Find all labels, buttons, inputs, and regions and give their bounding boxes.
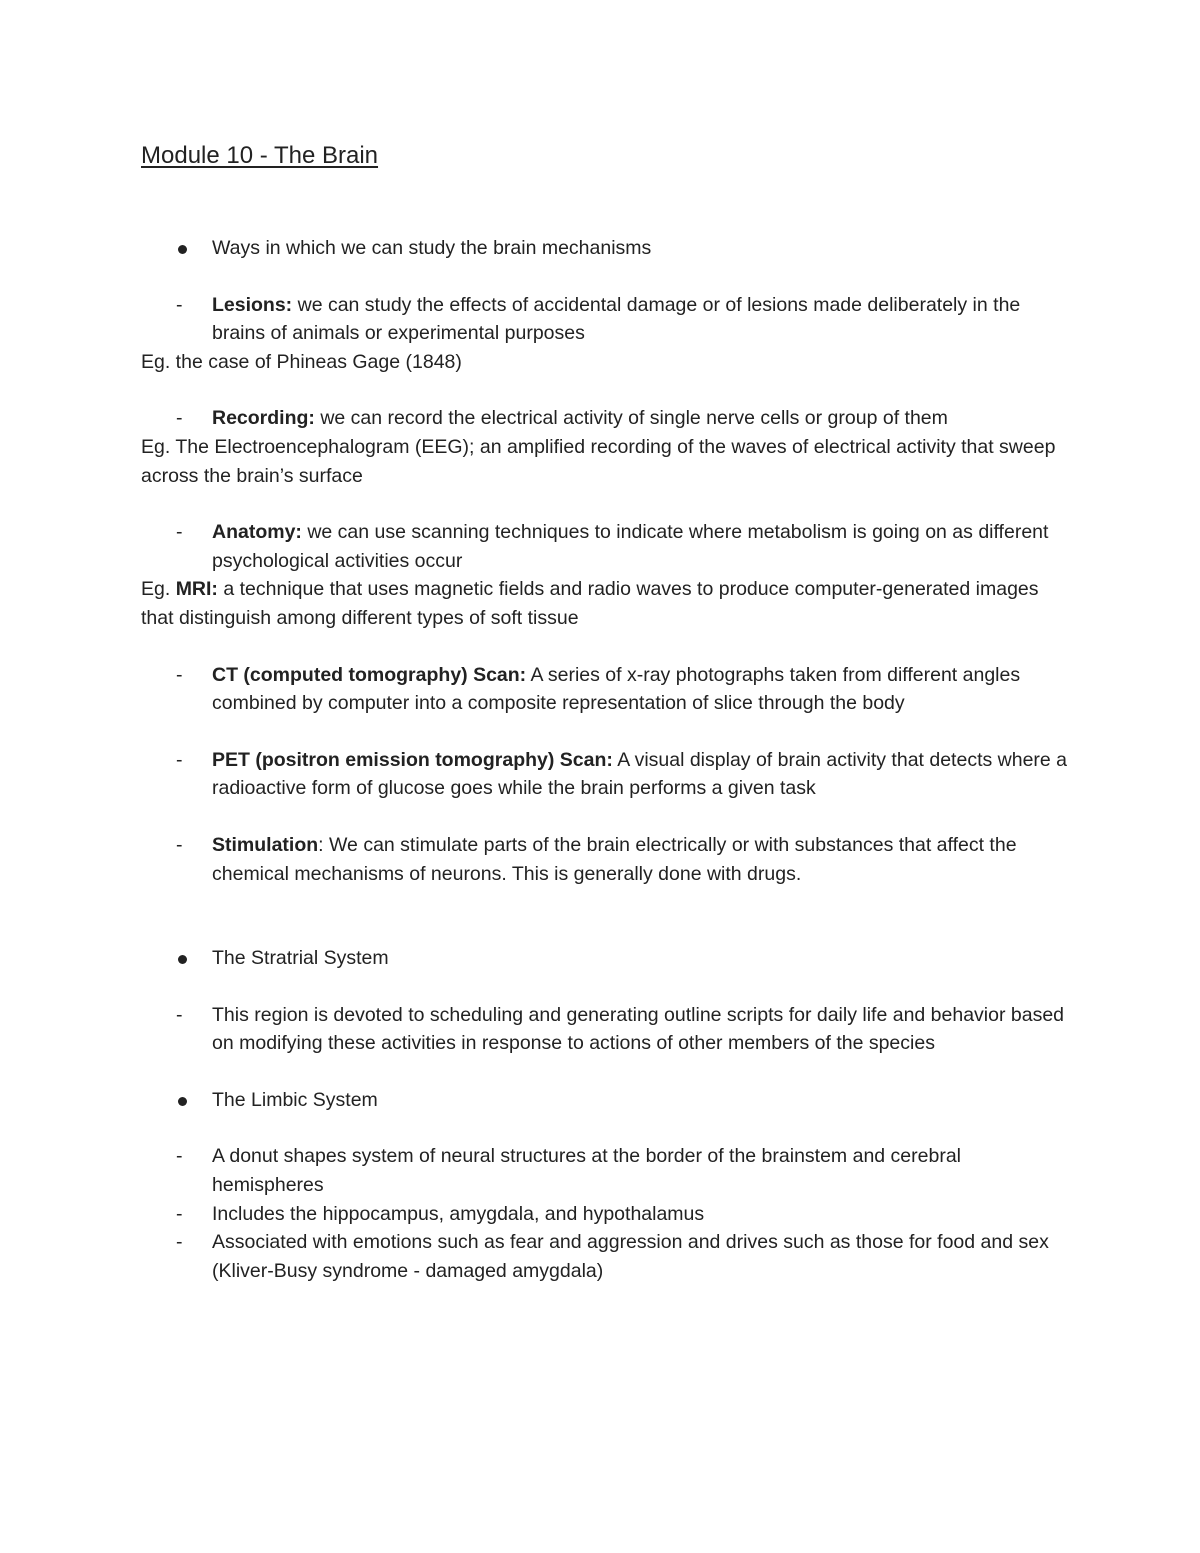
dash-item [141,1142,1071,1199]
term-text: we can record the electrical activity of single nerve cells or group of them [314,407,948,430]
dash-icon: - [176,1145,183,1168]
bullet-dot-icon [178,245,187,254]
example-body: a technique that uses magnetic fields and radio waves to produce computer-generated images that distinguish among different types of soft tissue [141,578,1039,629]
dash-item [141,1228,1071,1285]
term-text: we can study the effects of accidental damage or of lesions made deliberately in the brains of animals or experimental purposes [212,293,1021,345]
dash-icon: - [176,748,183,771]
dash-item-anatomy [141,518,1071,575]
example-text: Eg. the case of Phineas Gage (1848) [141,350,462,373]
item-text: Associated with emotions such as fear and aggression and drives such as those for food and sex (Kliver-Busy syndrome - damaged amygdala) [212,1231,1049,1282]
term-text: we can use scanning techniques to indicate where metabolism is going on as different psychological activities occur [212,521,1049,572]
bullet-limbic-system [141,1086,1071,1115]
dash-icon: - [176,1003,183,1026]
page-title: Module 10 - The Brain [141,142,379,169]
term-text: A series of x-ray photographs taken from different angles combined by computer into a composite representation of slice through the body [212,663,1021,715]
term-label: Stimulation [212,833,319,856]
item-text: Includes the hippocampus, amygdala, and hypothalamus [212,1202,705,1225]
dash-item [141,1200,1071,1229]
dash-icon: - [176,293,183,316]
bullet-text: Ways in which we can study the brain mechanisms [212,237,652,259]
item-text: This region is devoted to scheduling and generating outline scripts for daily life and behavior based on modifying these activities in response to actions of other members of the species [212,1003,1065,1055]
dash-icon: - [176,833,183,856]
dash-icon: - [176,1202,183,1225]
dash-icon: - [176,407,183,430]
example-label: MRI: [175,578,218,601]
example-text [141,575,1071,632]
dash-icon: - [176,521,183,544]
term-label: Lesions: [212,293,293,316]
term-text: : We can stimulate parts of the brain electrically or with substances that affect the chemical mechanisms of neurons. This is generally done with drugs. [212,833,1017,885]
term-label: PET (positron emission tomography) Scan: [212,748,613,771]
term-text: A visual display of brain activity that detects where a radioactive form of glucose goes while the brain performs a given task [212,748,1068,800]
document-page [141,140,1071,1285]
bullet-text: The Limbic System [212,1088,378,1111]
dash-item-pet-scan [141,746,1071,803]
dash-item [141,1001,1071,1058]
bullet-dot-icon [178,955,187,964]
bullet-study-methods [141,234,1071,263]
term-label: Recording: [212,407,315,430]
dash-icon: - [176,663,183,686]
bullet-text: The Stratrial System [212,947,389,970]
example-text: Eg. The Electroencephalogram (EEG); an amplified recording of the waves of electrical activity that sweep across the brain’s surface [141,435,1056,487]
dash-item-recording [141,404,1071,433]
bullet-stratrial-system [141,944,1071,973]
dash-item-lesions [141,291,1071,348]
dash-icon: - [176,1231,183,1254]
item-text: A donut shapes system of neural structures at the border of the brainstem and cerebral hemispheres [212,1145,961,1197]
example-prefix: Eg. [141,578,176,601]
dash-item-ct-scan [141,661,1071,718]
dash-item-stimulation [141,831,1071,888]
bullet-dot-icon [178,1097,187,1106]
term-label: Anatomy: [212,521,302,544]
term-label: CT (computed tomography) Scan: [212,663,527,686]
